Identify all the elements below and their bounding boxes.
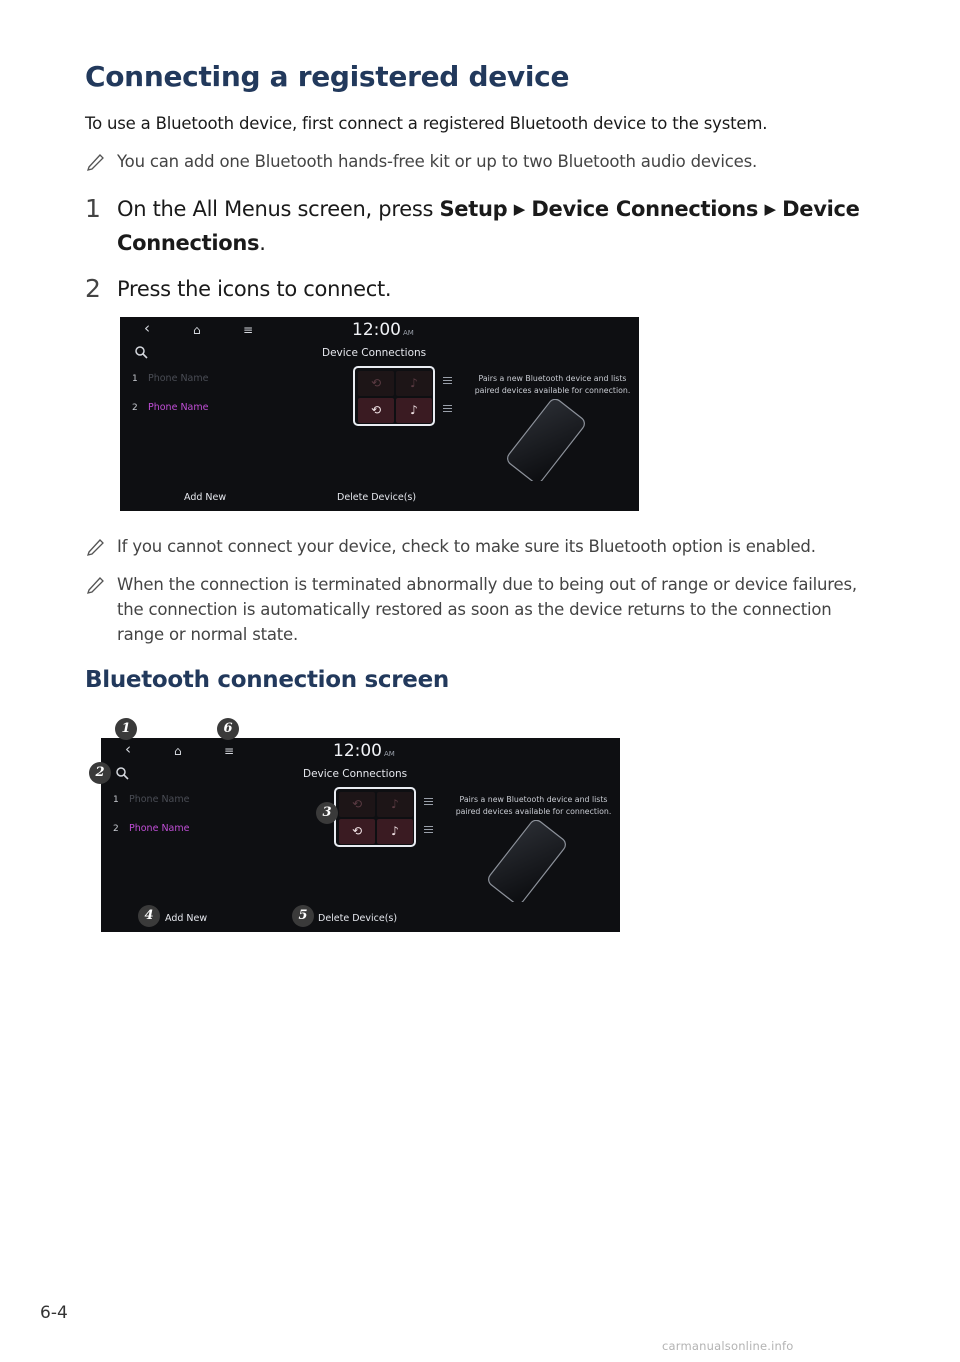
clock [352, 320, 414, 340]
step-2-number: 2 [85, 274, 101, 303]
add-new-info-text: Pairs a new Bluetooth device and lists paired devices available for connection. [474, 374, 631, 395]
handsfree-icon[interactable]: ⟲ [358, 371, 394, 396]
step-1-device-connections: Device Connections [531, 197, 759, 221]
handsfree-icon[interactable]: ⟲ [339, 792, 375, 817]
row-1-number: 1 [113, 795, 119, 805]
clock [333, 741, 395, 761]
row-2-phone-name[interactable]: Phone Name [129, 823, 190, 834]
screen-bluetooth-connection [101, 738, 620, 932]
callout-5: 5 [292, 905, 314, 927]
callout-6: 6 [217, 718, 239, 740]
row-2-phone-name[interactable]: Phone Name [148, 402, 209, 413]
phone-image [505, 399, 595, 481]
clock-ampm: AM [403, 329, 414, 337]
audio-icon[interactable]: ♪ [377, 819, 413, 844]
step-1-lead: On the All Menus screen, press [117, 197, 440, 221]
note-2-text: If you cannot connect your device, check to make sure its Bluetooth option is enabled. [117, 537, 816, 556]
note-1-text: You can add one Bluetooth hands-free kit or up to two Bluetooth audio devices. [117, 152, 758, 171]
row-2-number: 2 [113, 824, 119, 834]
clock-ampm: AM [384, 750, 395, 758]
callout-3: 3 [316, 802, 338, 824]
callout-1: 1 [115, 718, 137, 740]
callout-2: 2 [89, 762, 111, 784]
step-1-number: 1 [85, 194, 101, 223]
row-1-menu-icon[interactable] [443, 377, 452, 385]
home-icon[interactable]: ⌂ [193, 323, 201, 337]
row-1-menu-icon[interactable] [424, 798, 433, 806]
clock-time: 12:00 [352, 320, 401, 340]
note-3 [85, 572, 877, 647]
step-1-tail: . [259, 231, 266, 255]
note-1 [85, 149, 877, 174]
delete-devices-button[interactable]: Delete Device(s) [318, 913, 398, 924]
row-2-number: 2 [132, 403, 138, 413]
clock-time: 12:00 [333, 741, 382, 761]
screen-title: Device Connections [303, 768, 408, 780]
arrow-icon: ▶ [513, 200, 526, 218]
section-subtitle: Bluetooth connection screen [85, 667, 449, 693]
home-icon[interactable]: ⌂ [174, 744, 182, 758]
row-2-menu-icon[interactable] [424, 826, 433, 834]
handsfree-icon[interactable]: ⟲ [339, 819, 375, 844]
pencil-icon [85, 536, 107, 556]
row-1-number: 1 [132, 374, 138, 384]
step-2-text: Press the icons to connect. [117, 277, 392, 301]
audio-icon[interactable]: ♪ [396, 371, 432, 396]
row-2-menu-icon[interactable] [443, 405, 452, 413]
add-new-button[interactable]: Add New [165, 913, 208, 924]
back-icon[interactable]: ‹ [125, 740, 131, 758]
pencil-icon [85, 574, 107, 594]
page-title: Connecting a registered device [85, 60, 570, 93]
delete-devices-button[interactable]: Delete Device(s) [337, 492, 417, 503]
step-1-setup: Setup [439, 197, 508, 221]
page-number: 6-4 [40, 1303, 68, 1323]
menu-icon[interactable]: ≡ [243, 323, 254, 337]
pencil-icon [85, 151, 107, 171]
arrow-icon: ▶ [764, 200, 776, 218]
connection-icons-box [353, 366, 435, 426]
add-new-button[interactable]: Add New [184, 492, 227, 503]
note-2 [85, 534, 877, 559]
step-1-device-connections-2: Device Connections [117, 197, 860, 255]
step-2 [85, 272, 877, 306]
add-new-info-text: Pairs a new Bluetooth device and lists paired devices available for connection. [455, 795, 612, 816]
back-icon[interactable]: ‹ [144, 319, 150, 337]
phone-image [486, 820, 576, 902]
search-icon[interactable] [115, 766, 129, 780]
audio-icon[interactable]: ♪ [396, 398, 432, 423]
step-1 [85, 192, 877, 260]
row-1-phone-name[interactable]: Phone Name [148, 373, 209, 384]
audio-icon[interactable]: ♪ [377, 792, 413, 817]
connection-icons-box [334, 787, 416, 847]
intro-text: To use a Bluetooth device, first connect a registered Bluetooth device to the system. [85, 114, 768, 133]
handsfree-icon[interactable]: ⟲ [358, 398, 394, 423]
screen-title: Device Connections [322, 347, 427, 359]
note-3-text: When the connection is terminated abnormally due to being out of range or device failures, the connection is automatically restored as soon as the device returns to the connection range or normal state. [117, 575, 857, 644]
row-1-phone-name[interactable]: Phone Name [129, 794, 190, 805]
menu-icon[interactable]: ≡ [224, 744, 235, 758]
search-icon[interactable] [134, 345, 148, 359]
watermark: carmanualsonline.info [662, 1339, 794, 1353]
screen-device-connections [120, 317, 639, 511]
callout-4: 4 [138, 905, 160, 927]
